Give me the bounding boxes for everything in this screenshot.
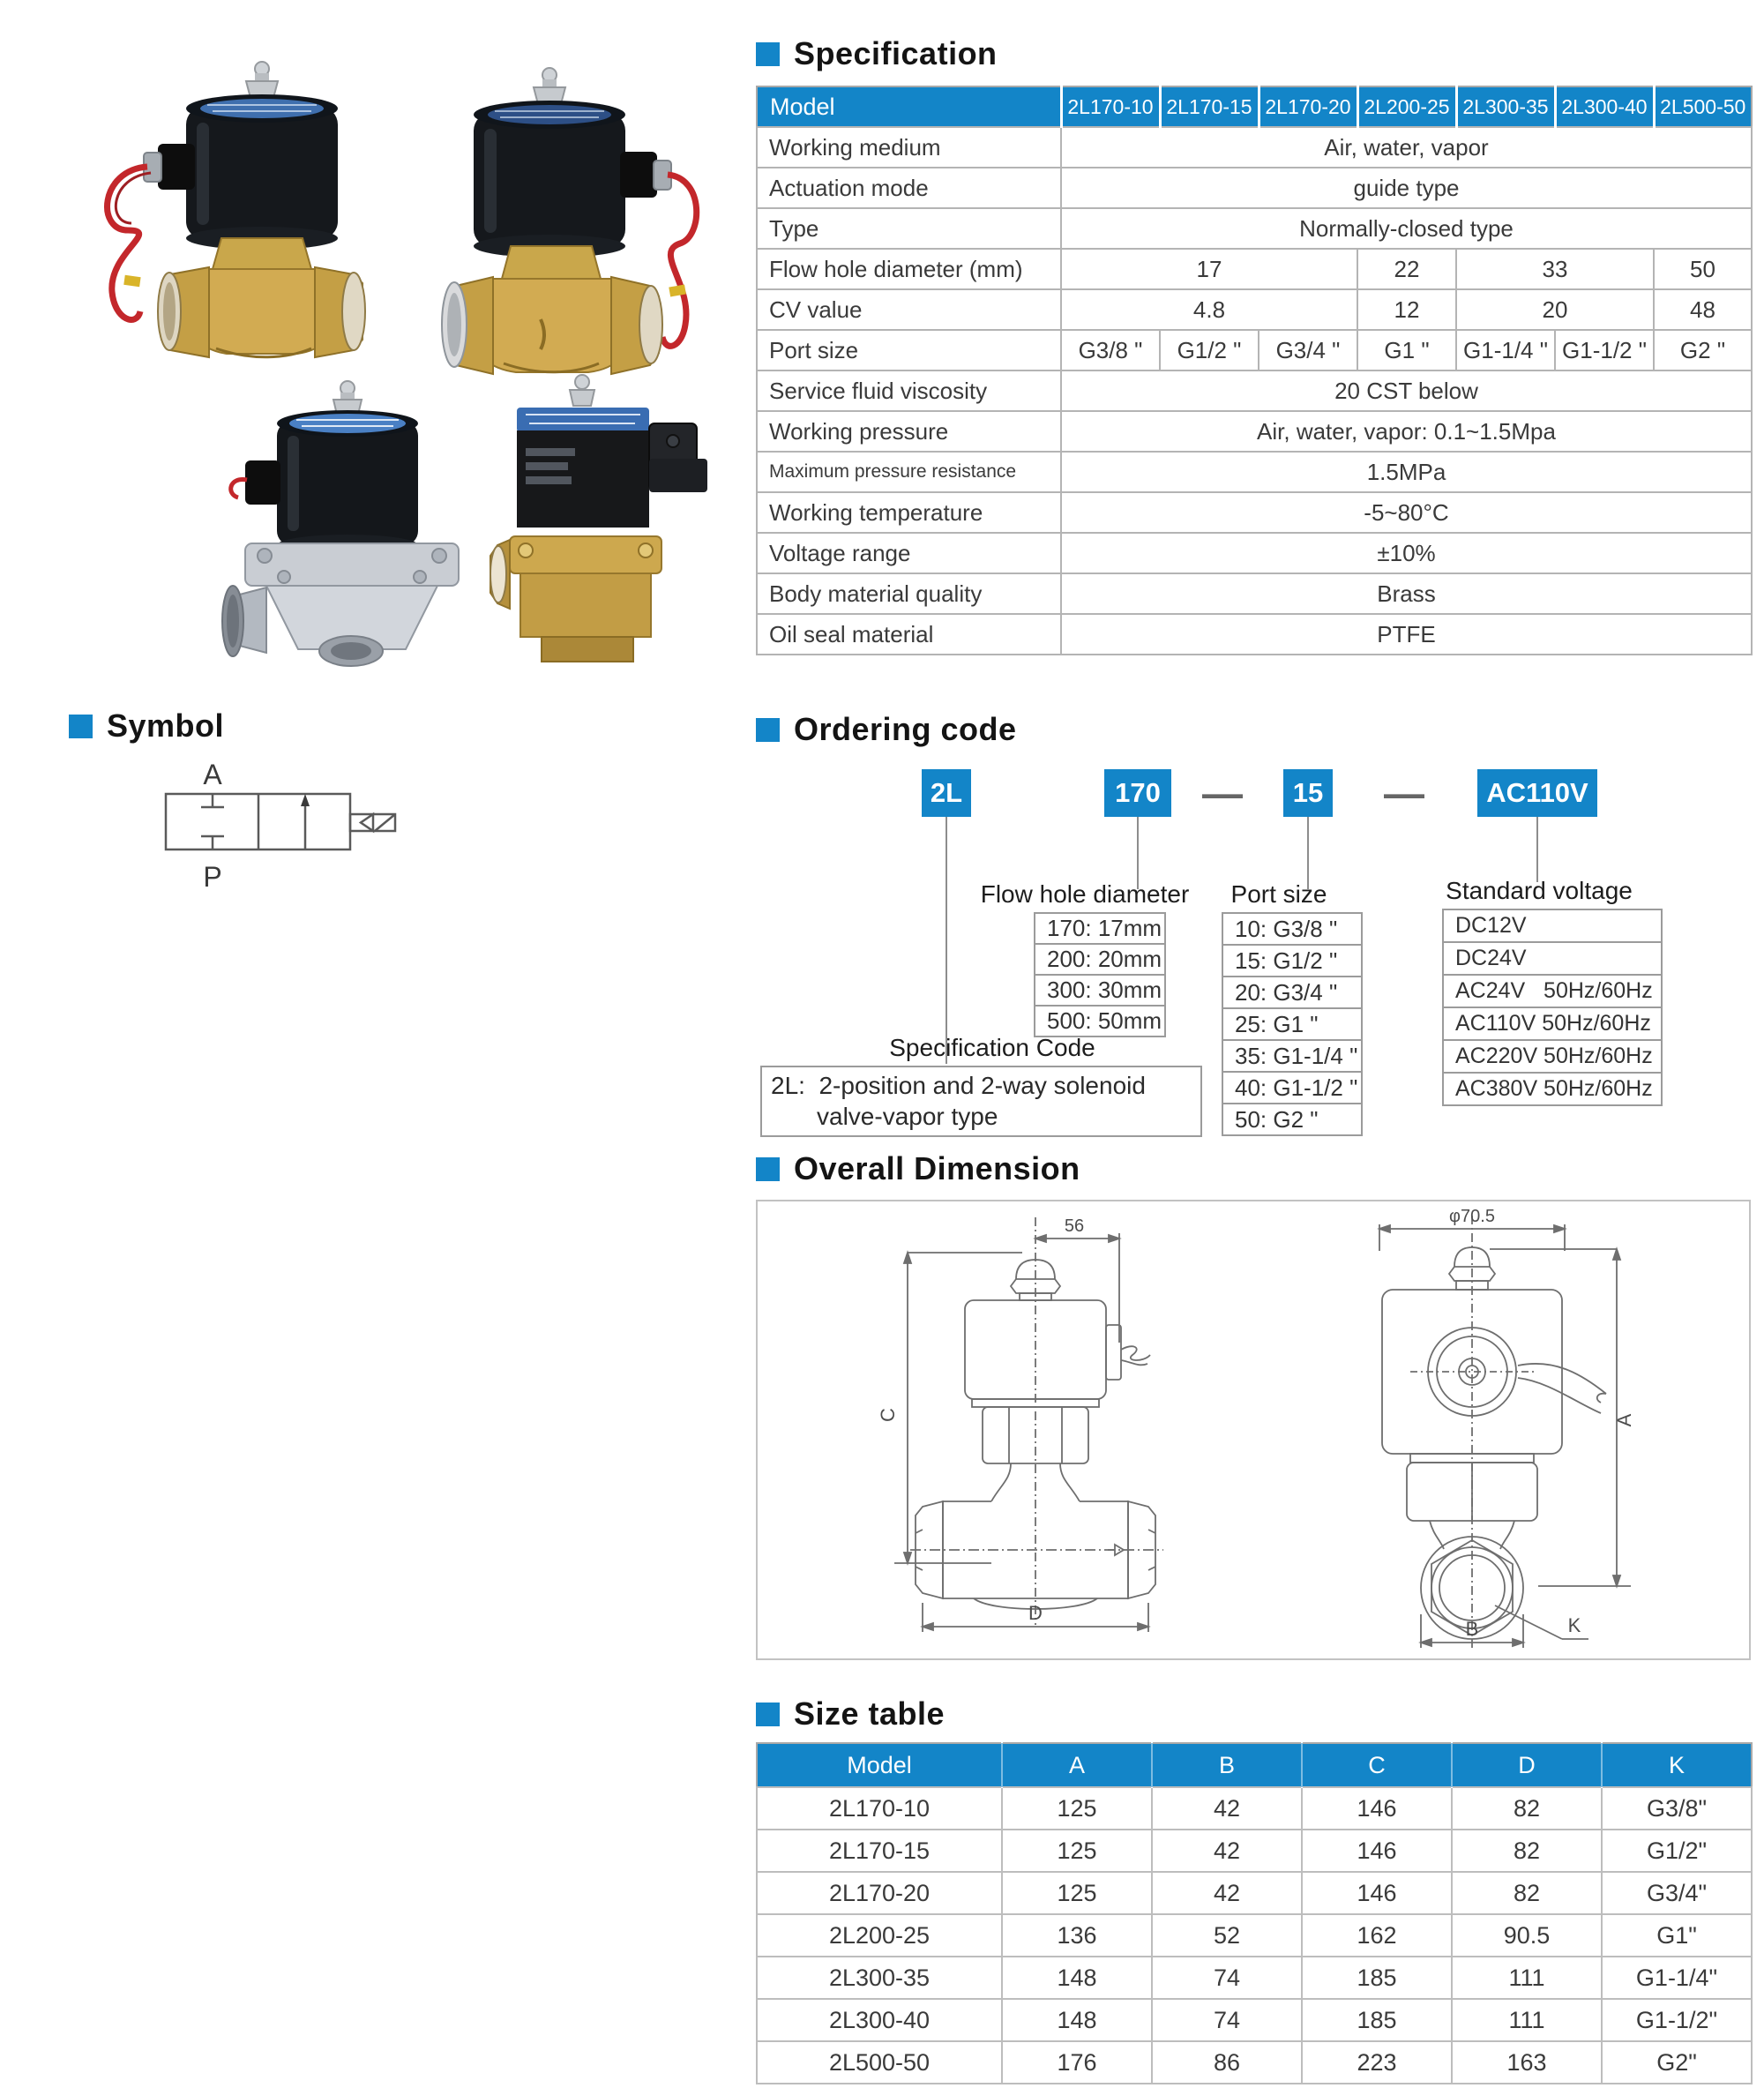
code-segment-voltage: AC110V <box>1477 769 1597 817</box>
dim-phi-label: φ70.5 <box>1449 1207 1495 1226</box>
ordering-option-row: DC12V <box>1442 909 1663 943</box>
spec-value-cell: Brass <box>1061 573 1752 614</box>
spec-row <box>757 168 1752 208</box>
valve-photo-brass-right-wire <box>401 64 706 385</box>
ordering-option-row: 500: 50mm <box>1034 1005 1166 1037</box>
spec-row <box>757 452 1752 492</box>
size-value-cell: G1" <box>1602 1914 1752 1957</box>
size-value-cell: 146 <box>1302 1787 1452 1830</box>
size-value-cell: 2L300-35 <box>757 1957 1002 1999</box>
spec-value-cell: 1.5MPa <box>1061 452 1752 492</box>
port-size-label: Port size <box>1230 880 1327 908</box>
spec-model-column-header: 2L500-50 <box>1654 86 1752 127</box>
flow-diameter-options <box>1034 914 1166 1037</box>
size-value-cell: 2L500-50 <box>757 2041 1002 2084</box>
valve-photo-brass-din-connector <box>485 372 710 681</box>
dim-b-label: B <box>1465 1618 1479 1640</box>
spec-value-cell: -5~80°C <box>1061 492 1752 533</box>
spec-row-label: Port size <box>757 330 1061 370</box>
size-value-cell: 163 <box>1452 2041 1602 2084</box>
section-title: Size table <box>794 1695 946 1732</box>
spec-header-row <box>757 86 1752 127</box>
size-value-cell: 42 <box>1152 1872 1302 1914</box>
spec-row <box>757 573 1752 614</box>
size-value-cell: G1-1/2" <box>1602 1999 1752 2041</box>
spec-row-label: Flow hole diameter (mm) <box>757 249 1061 289</box>
size-table <box>756 1742 1753 2084</box>
spec-row <box>757 370 1752 411</box>
spec-value-cell: G1/2 " <box>1160 330 1259 370</box>
ordering-option-row: AC220V 50Hz/60Hz <box>1442 1039 1663 1074</box>
spec-value-cell: PTFE <box>1061 614 1752 655</box>
code-segment-flow: 170 <box>1104 769 1171 817</box>
section-bullet-icon <box>69 715 93 738</box>
ordering-option-row: 170: 17mm <box>1034 912 1166 945</box>
size-value-cell: 2L300-40 <box>757 1999 1002 2041</box>
ordering-section-heading <box>756 711 1017 748</box>
ordering-option-row: 300: 30mm <box>1034 974 1166 1007</box>
spec-model-column-header: 2L300-40 <box>1555 86 1654 127</box>
valve-photo-stainless <box>196 378 509 677</box>
ordering-option-row: 20: G3/4 " <box>1222 976 1363 1009</box>
section-bullet-icon <box>756 42 780 66</box>
spec-row <box>757 127 1752 168</box>
standard-voltage-options <box>1442 910 1663 1106</box>
size-value-cell: 2L170-15 <box>757 1830 1002 1872</box>
size-value-cell: 82 <box>1452 1872 1602 1914</box>
dimension-section-heading <box>756 1150 1080 1187</box>
size-row <box>757 2041 1752 2084</box>
size-section-heading <box>756 1695 945 1733</box>
size-column-header: A <box>1002 1743 1152 1787</box>
size-row <box>757 1957 1752 1999</box>
section-bullet-icon <box>756 1703 780 1726</box>
spec-value-cell: G2 " <box>1654 330 1752 370</box>
ordering-option-row: 50: G2 " <box>1222 1103 1363 1136</box>
valve-photo-brass-left-wire <box>84 57 401 375</box>
spec-value-cell: ±10% <box>1061 533 1752 573</box>
standard-voltage-label: Standard voltage <box>1446 877 1633 904</box>
spec-value-cell: G1 " <box>1357 330 1456 370</box>
spec-value-cell: Air, water, vapor: 0.1~1.5Mpa <box>1061 411 1752 452</box>
ordering-option-row: AC110V 50Hz/60Hz <box>1442 1007 1663 1041</box>
valve-symbol-diagram <box>106 754 600 944</box>
connector-line <box>1137 817 1139 889</box>
size-column-header: K <box>1602 1743 1752 1787</box>
size-column-header: B <box>1152 1743 1302 1787</box>
size-value-cell: 146 <box>1302 1872 1452 1914</box>
ordering-option-row: 35: G1-1/4 " <box>1222 1039 1363 1073</box>
spec-row-label: Actuation mode <box>757 168 1061 208</box>
code-separator: — <box>1202 770 1243 816</box>
dim-56-label: 56 <box>1064 1216 1085 1236</box>
spec-value-cell: Air, water, vapor <box>1061 127 1752 168</box>
section-title: Specification <box>794 35 998 71</box>
size-value-cell: 176 <box>1002 2041 1152 2084</box>
spec-row-label: Working medium <box>757 127 1061 168</box>
dimension-drawing-front-view <box>859 1210 1203 1650</box>
ordering-option-row: 10: G3/8 " <box>1222 912 1363 946</box>
spec-value-cell: 48 <box>1654 289 1752 330</box>
size-value-cell: G3/4" <box>1602 1872 1752 1914</box>
size-value-cell: 185 <box>1302 1999 1452 2041</box>
size-value-cell: 125 <box>1002 1872 1152 1914</box>
spec-row <box>757 249 1752 289</box>
spec-row-label: Oil seal material <box>757 614 1061 655</box>
spec-row-label: Type <box>757 208 1061 249</box>
spec-row-label: CV value <box>757 289 1061 330</box>
size-value-cell: 52 <box>1152 1914 1302 1957</box>
specification-section-heading <box>756 35 998 72</box>
symbol-port-p-label: P <box>203 861 222 893</box>
code-segment-port: 15 <box>1283 769 1333 817</box>
size-value-cell: 148 <box>1002 1999 1152 2041</box>
spec-row-label: Body material quality <box>757 573 1061 614</box>
size-value-cell: G3/8" <box>1602 1787 1752 1830</box>
spec-row <box>757 614 1752 655</box>
spec-model-label: Model <box>757 86 1061 127</box>
spec-code-line2: valve-vapor type <box>817 1103 998 1130</box>
dim-k-label: K <box>1567 1614 1581 1636</box>
size-value-cell: 146 <box>1302 1830 1452 1872</box>
code-separator: — <box>1384 770 1424 816</box>
size-value-cell: 86 <box>1152 2041 1302 2084</box>
size-value-cell: 125 <box>1002 1830 1152 1872</box>
size-value-cell: G2" <box>1602 2041 1752 2084</box>
size-value-cell: 74 <box>1152 1999 1302 2041</box>
spec-model-column-header: 2L170-10 <box>1061 86 1160 127</box>
spec-model-column-header: 2L170-15 <box>1160 86 1259 127</box>
spec-model-column-header: 2L200-25 <box>1357 86 1456 127</box>
spec-code-line1: 2L: 2-position and 2-way solenoid <box>771 1072 1146 1099</box>
spec-value-cell: 20 CST below <box>1061 370 1752 411</box>
size-value-cell: 82 <box>1452 1830 1602 1872</box>
size-value-cell: 42 <box>1152 1787 1302 1830</box>
size-row <box>757 1787 1752 1830</box>
size-column-header: C <box>1302 1743 1452 1787</box>
connector-line <box>946 817 947 1064</box>
ordering-option-row: DC24V <box>1442 941 1663 976</box>
size-value-cell: 148 <box>1002 1957 1152 1999</box>
size-value-cell: 2L170-20 <box>757 1872 1002 1914</box>
spec-row-label: Working pressure <box>757 411 1061 452</box>
size-value-cell: 74 <box>1152 1957 1302 1999</box>
size-value-cell: 82 <box>1452 1787 1602 1830</box>
size-value-cell: 42 <box>1152 1830 1302 1872</box>
dim-c-label: C <box>877 1408 899 1422</box>
spec-row <box>757 533 1752 573</box>
spec-value-cell: G1-1/2 " <box>1555 330 1654 370</box>
size-table-body <box>757 1743 1752 2084</box>
spec-row-label: Working temperature <box>757 492 1061 533</box>
spec-value-cell: 12 <box>1357 289 1456 330</box>
connector-line <box>1536 817 1538 882</box>
spec-value-cell: 4.8 <box>1061 289 1357 330</box>
spec-code-label: Specification Code <box>889 1034 1095 1061</box>
ordering-option-row: 15: G1/2 " <box>1222 944 1363 977</box>
size-value-cell: 162 <box>1302 1914 1452 1957</box>
spec-value-cell: 17 <box>1061 249 1357 289</box>
ordering-option-row: 200: 20mm <box>1034 943 1166 976</box>
spec-value-cell: G3/4 " <box>1259 330 1357 370</box>
spec-row-label: Service fluid viscosity <box>757 370 1061 411</box>
size-value-cell: 111 <box>1452 1999 1602 2041</box>
size-value-cell: 90.5 <box>1452 1914 1602 1957</box>
size-value-cell: G1-1/4" <box>1602 1957 1752 1999</box>
dimension-drawings-panel <box>756 1200 1751 1660</box>
size-value-cell: 223 <box>1302 2041 1452 2084</box>
dim-a-label: A <box>1613 1413 1635 1427</box>
spec-row <box>757 289 1752 330</box>
spec-table-body <box>757 86 1752 655</box>
ordering-code-diagram <box>756 759 1751 1156</box>
ordering-option-row: AC24V 50Hz/60Hz <box>1442 974 1663 1008</box>
spec-table <box>756 86 1753 655</box>
size-value-cell: G1/2" <box>1602 1830 1752 1872</box>
section-bullet-icon <box>756 718 780 742</box>
size-value-cell: 111 <box>1452 1957 1602 1999</box>
spec-row-label: Maximum pressure resistance <box>757 452 1061 492</box>
spec-row <box>757 411 1752 452</box>
size-value-cell: 136 <box>1002 1914 1152 1957</box>
spec-model-column-header: 2L170-20 <box>1259 86 1357 127</box>
size-header-row <box>757 1743 1752 1787</box>
spec-value-cell: Normally-closed type <box>1061 208 1752 249</box>
spec-value-cell: G3/8 " <box>1061 330 1160 370</box>
size-value-cell: 125 <box>1002 1787 1152 1830</box>
size-value-cell: 2L170-10 <box>757 1787 1002 1830</box>
spec-code-box <box>760 1066 1202 1137</box>
spec-model-column-header: 2L300-35 <box>1456 86 1555 127</box>
spec-value-cell: 22 <box>1357 249 1456 289</box>
size-column-header: Model <box>757 1743 1002 1787</box>
spec-value-cell: 50 <box>1654 249 1752 289</box>
section-title: Ordering code <box>794 711 1017 747</box>
symbol-section-heading <box>69 707 224 745</box>
spec-value-cell: 33 <box>1456 249 1654 289</box>
size-value-cell: 185 <box>1302 1957 1452 1999</box>
size-row <box>757 1999 1752 2041</box>
port-size-options <box>1222 914 1363 1136</box>
connector-line <box>1307 817 1309 889</box>
section-title: Overall Dimension <box>794 1150 1080 1186</box>
spec-row <box>757 492 1752 533</box>
section-bullet-icon <box>756 1157 780 1181</box>
dimension-drawing-side-view <box>1322 1207 1648 1655</box>
dim-d-label: D <box>1028 1602 1043 1624</box>
spec-row <box>757 208 1752 249</box>
spec-row <box>757 330 1752 370</box>
section-title: Symbol <box>107 707 225 744</box>
ordering-option-row: 40: G1-1/2 " <box>1222 1071 1363 1104</box>
spec-value-cell: guide type <box>1061 168 1752 208</box>
ordering-option-row: AC380V 50Hz/60Hz <box>1442 1072 1663 1106</box>
size-value-cell: 2L200-25 <box>757 1914 1002 1957</box>
spec-value-cell: 20 <box>1456 289 1654 330</box>
size-column-header: D <box>1452 1743 1602 1787</box>
symbol-port-a-label: A <box>203 759 222 790</box>
flow-diameter-label: Flow hole diameter <box>980 880 1190 908</box>
size-row <box>757 1830 1752 1872</box>
size-row <box>757 1914 1752 1957</box>
size-row <box>757 1872 1752 1914</box>
spec-row-label: Voltage range <box>757 533 1061 573</box>
ordering-option-row: 25: G1 " <box>1222 1007 1363 1041</box>
code-segment-series: 2L <box>922 769 971 817</box>
spec-value-cell: G1-1/4 " <box>1456 330 1555 370</box>
